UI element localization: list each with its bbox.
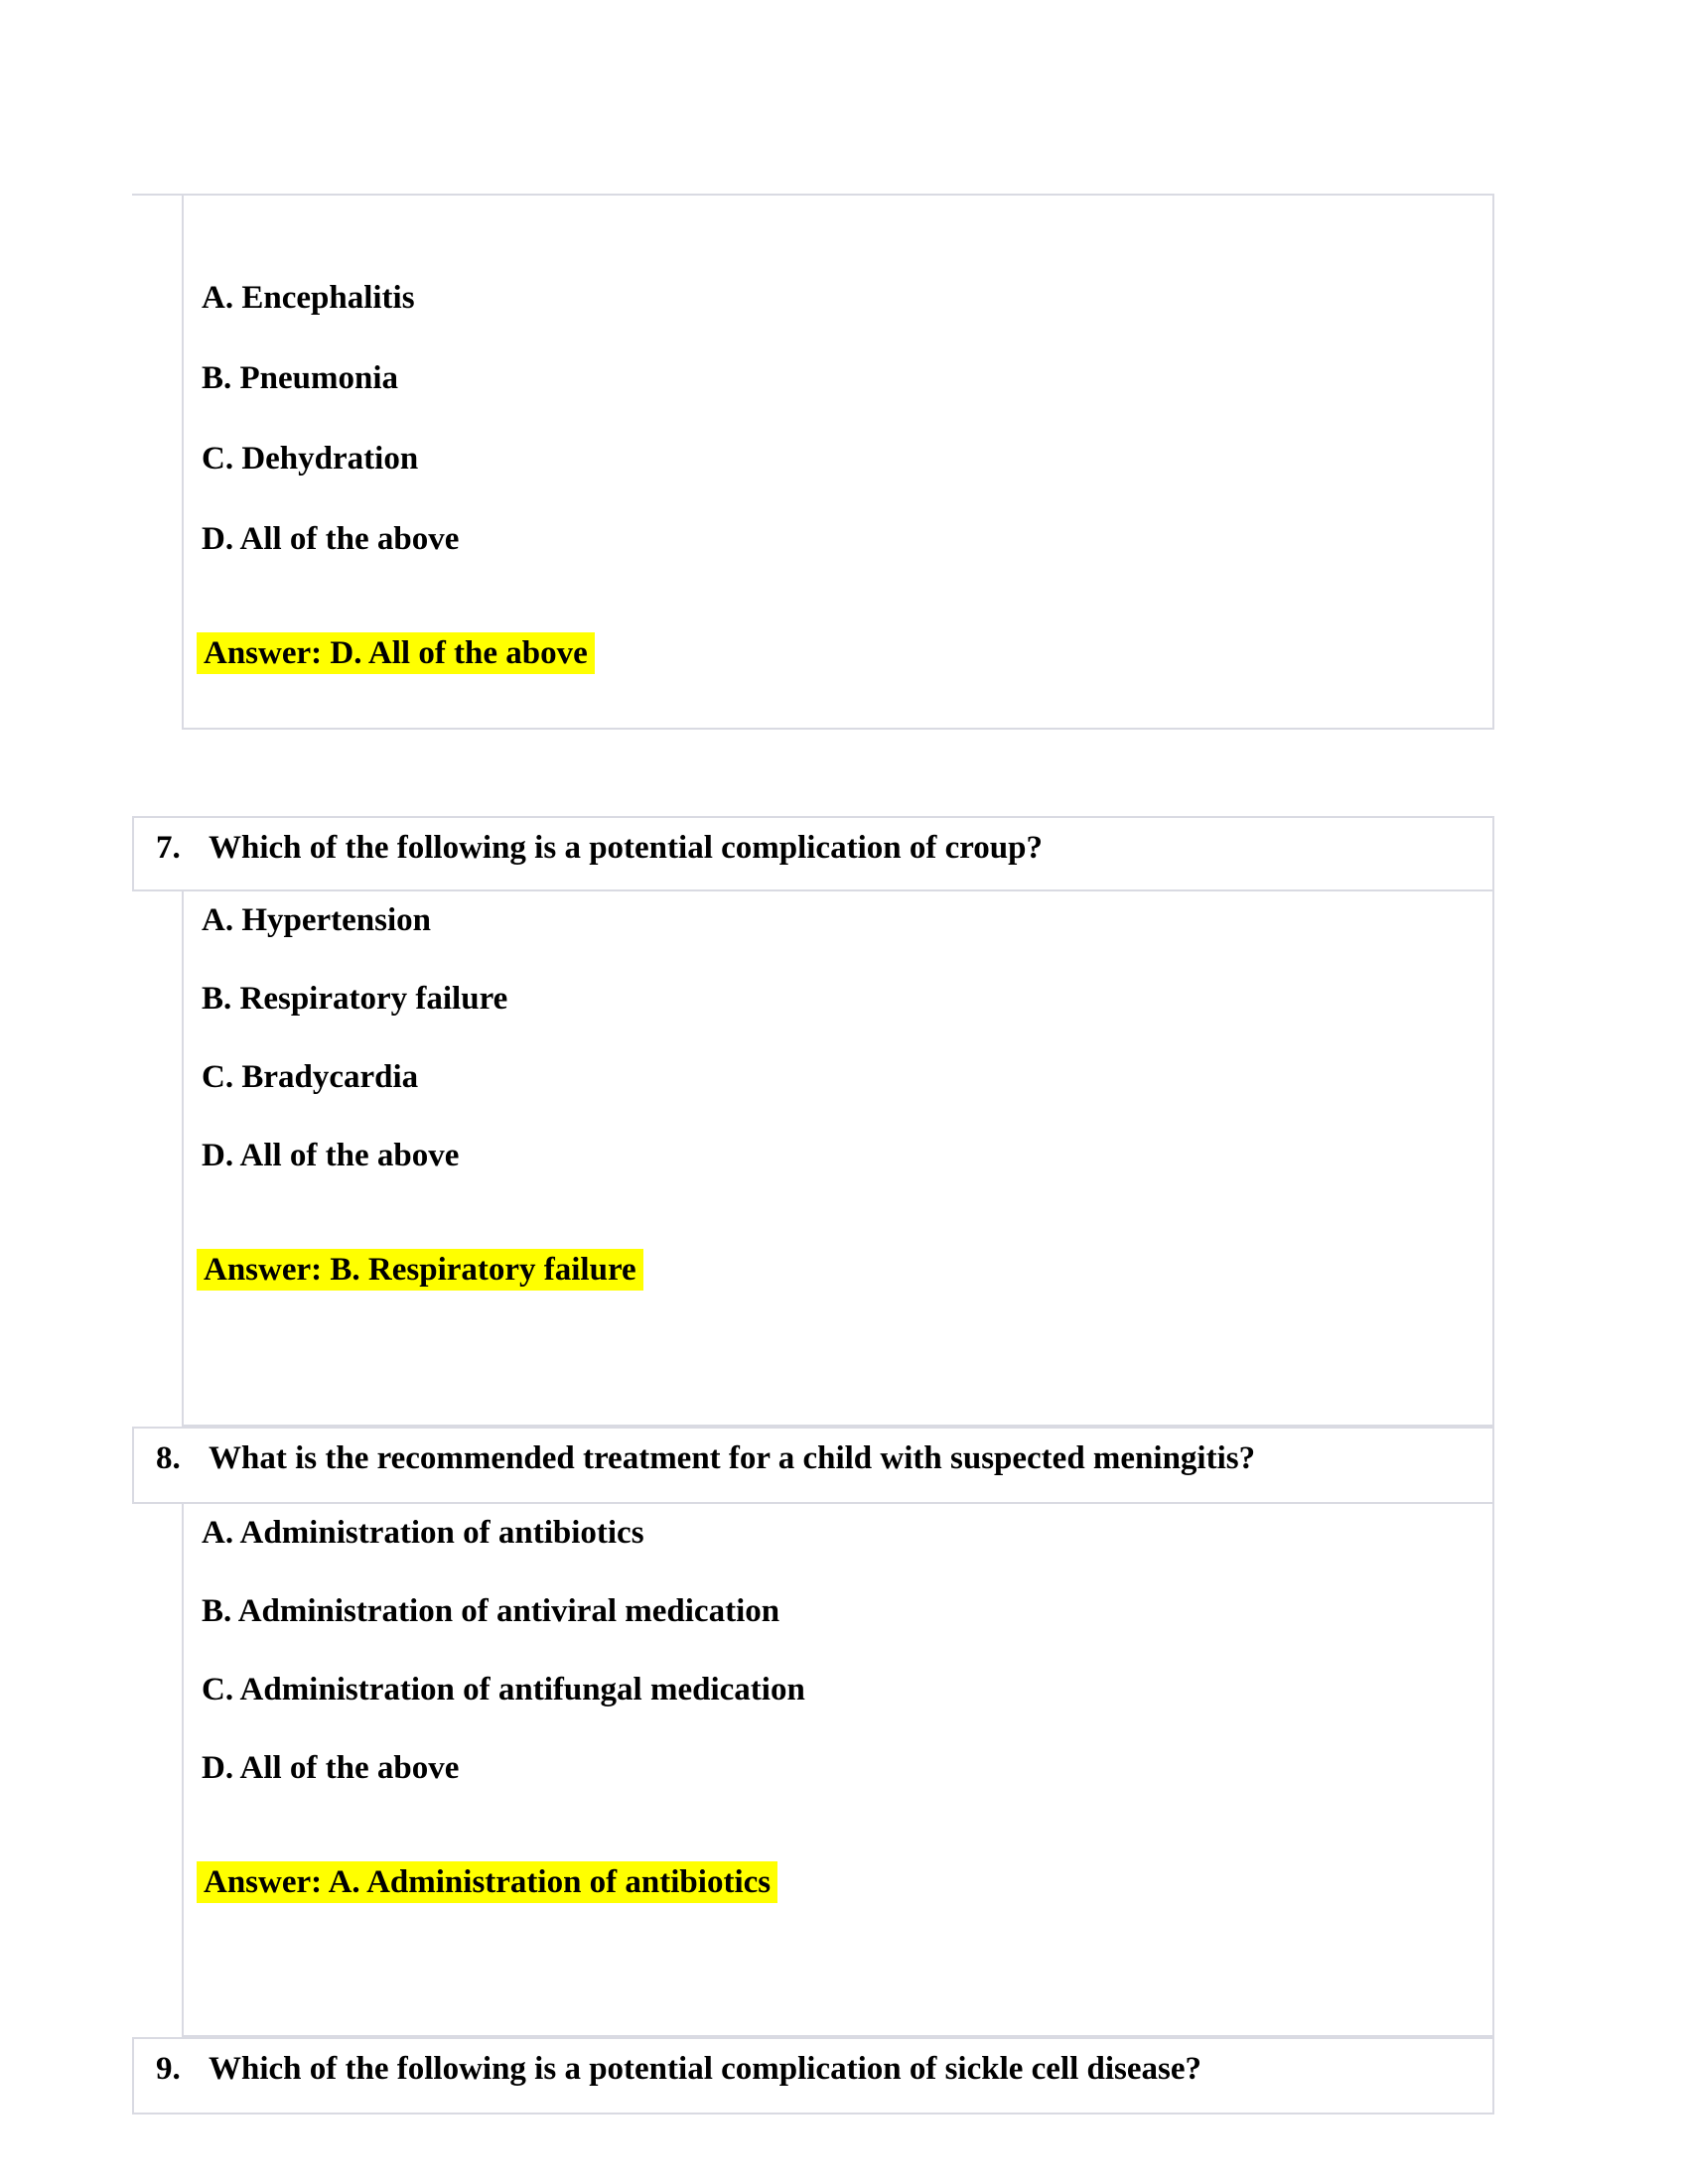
answer-highlight: Answer: A. Administration of antibiotics bbox=[197, 1861, 777, 1903]
option-b: B. Respiratory failure bbox=[202, 981, 508, 1017]
answer-highlight: Answer: D. All of the above bbox=[197, 632, 595, 674]
question-text: Which of the following is a potential complication of sickle cell disease? bbox=[209, 2051, 1202, 2087]
question-number: 9. bbox=[156, 2051, 181, 2087]
question-number: 8. bbox=[156, 1440, 181, 1476]
question-text: What is the recommended treatment for a child with suspected meningitis? bbox=[209, 1440, 1256, 1476]
question-number: 7. bbox=[156, 830, 181, 866]
question-8-header bbox=[132, 1427, 1494, 1504]
question-9-header bbox=[132, 2037, 1494, 2115]
question-8-options-box bbox=[182, 1504, 1494, 2037]
question-text: Which of the following is a potential complication of croup? bbox=[209, 830, 1043, 866]
option-d: D. All of the above bbox=[202, 1750, 460, 1786]
option-c: C. Dehydration bbox=[202, 441, 419, 477]
question-7-options-box bbox=[182, 891, 1494, 1427]
option-c: C. Administration of antifungal medication bbox=[202, 1672, 805, 1707]
answer-row bbox=[197, 1861, 1492, 1903]
answer-highlight: Answer: B. Respiratory failure bbox=[197, 1249, 643, 1291]
question-7-header bbox=[132, 816, 1494, 891]
option-b: B. Pneumonia bbox=[202, 360, 399, 396]
answer-row bbox=[197, 632, 1492, 674]
option-b: B. Administration of antiviral medication bbox=[202, 1593, 780, 1629]
answer-row bbox=[197, 1249, 1492, 1291]
option-a: A. Administration of antibiotics bbox=[202, 1515, 644, 1551]
option-d: D. All of the above bbox=[202, 521, 460, 557]
option-d: D. All of the above bbox=[202, 1138, 460, 1173]
option-a: A. Encephalitis bbox=[202, 280, 415, 316]
option-a: A. Hypertension bbox=[202, 902, 431, 938]
question-6-options-box bbox=[182, 196, 1494, 730]
option-c: C. Bradycardia bbox=[202, 1059, 419, 1095]
